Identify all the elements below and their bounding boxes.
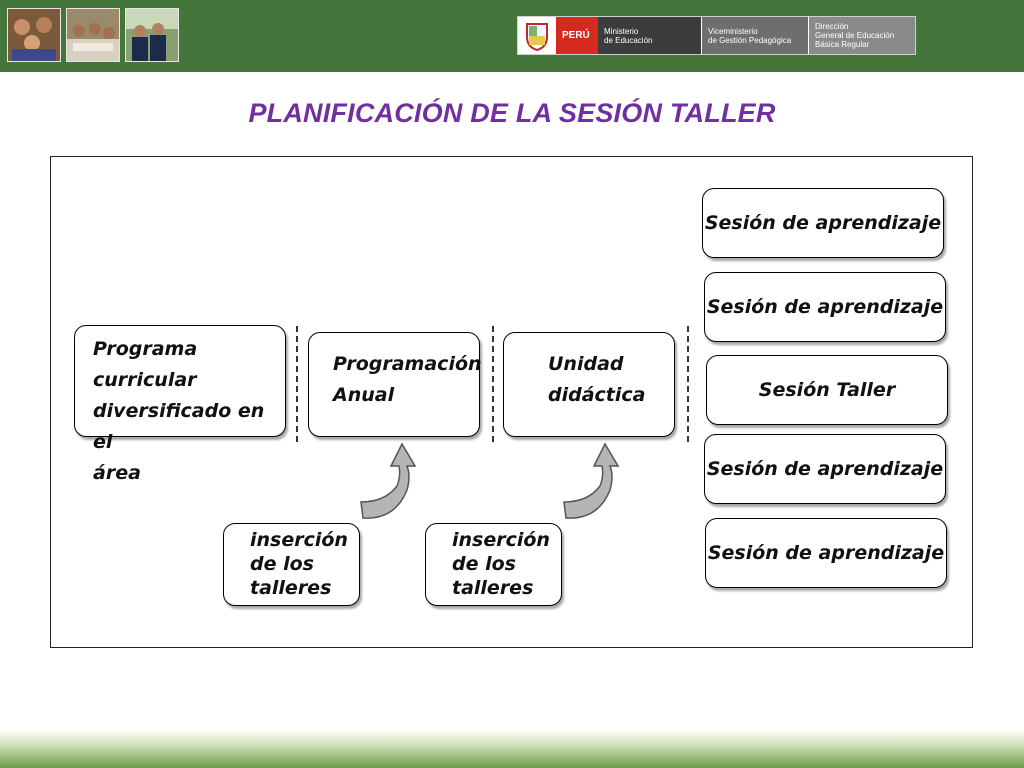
programacion-anual-box <box>308 332 480 437</box>
dashed-separator <box>296 326 298 442</box>
programacion-anual-label: Programación Anual <box>333 353 482 406</box>
shield-icon <box>518 17 556 54</box>
slide-title: PLANIFICACIÓN DE LA SESIÓN TALLER <box>248 98 776 128</box>
sesion-label: Sesión de aprendizaje <box>706 295 944 318</box>
sesion-taller-label: Sesión Taller <box>758 378 896 401</box>
curved-arrow-icon <box>355 440 435 535</box>
sesion-aprendizaje-box <box>702 188 944 258</box>
students-photo-1 <box>7 8 61 62</box>
sesion-aprendizaje-box <box>705 518 947 588</box>
sesion-taller-box <box>706 355 948 425</box>
insercion-talleres-label-1: inserción de los talleres <box>250 529 348 599</box>
footer-bar <box>0 730 1024 768</box>
programa-curricular-label: Programa curricular diversificado en el área <box>93 338 265 484</box>
unidad-didactica-label: Unidad didáctica <box>548 353 646 406</box>
insercion-talleres-label-2: inserción de los talleres <box>452 529 550 599</box>
insercion-talleres-box-1 <box>223 523 360 606</box>
insercion-talleres-box-2 <box>425 523 562 606</box>
sesion-label: Sesión de aprendizaje <box>704 211 942 234</box>
logo-direccion-label: Dirección General de Educación Básica Regular <box>808 17 915 54</box>
logo-viceministerio-label: Viceministerio de Gestión Pedagógica <box>701 17 808 54</box>
sesion-aprendizaje-box <box>704 434 946 504</box>
dashed-separator <box>687 326 689 442</box>
header-bar <box>0 0 1024 72</box>
sesion-label: Sesión de aprendizaje <box>706 457 944 480</box>
sesion-aprendizaje-box <box>704 272 946 342</box>
ministry-logo <box>517 16 916 55</box>
curved-arrow-icon <box>558 440 638 535</box>
programa-curricular-box <box>74 325 286 484</box>
students-photo-2 <box>66 8 120 62</box>
dashed-separator <box>492 326 494 442</box>
unidad-didactica-box <box>503 332 675 437</box>
logo-peru-label: PERÚ <box>556 17 598 54</box>
students-photo-3 <box>125 8 179 62</box>
logo-ministerio-label: Ministerio de Educación <box>598 17 701 54</box>
sesion-label: Sesión de aprendizaje <box>707 541 945 564</box>
